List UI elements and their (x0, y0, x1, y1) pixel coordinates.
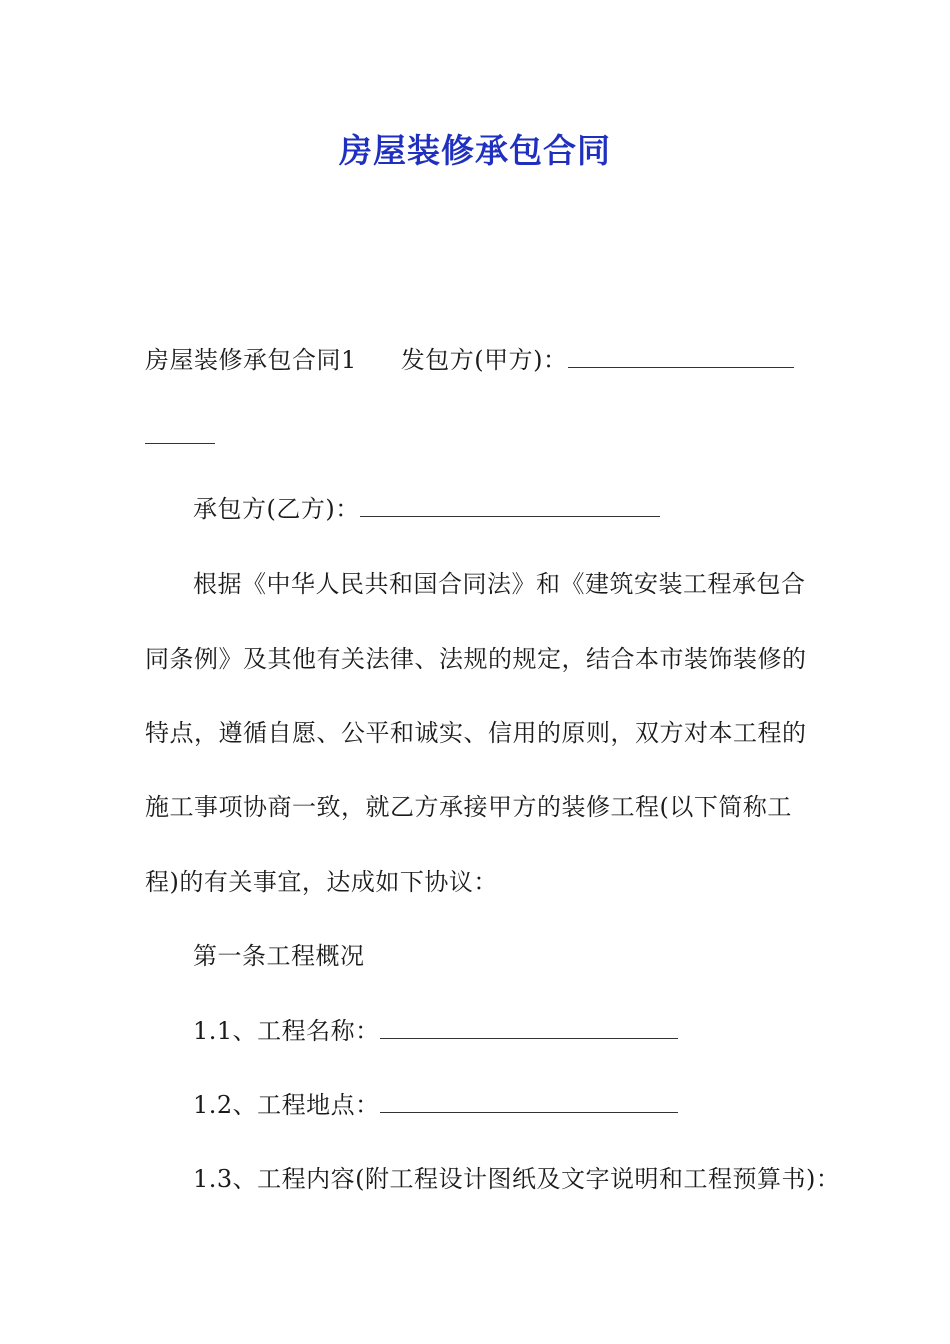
party-b-label: 承包方(乙方)： (193, 495, 360, 523)
project-name-blank[interactable] (380, 1014, 678, 1039)
party-b-blank[interactable] (360, 492, 660, 517)
project-location-label: 1.2、工程地点： (193, 1091, 380, 1119)
section-heading: 第一条工程概况 (193, 942, 365, 970)
party-b-line (193, 491, 660, 527)
party-a-label: 发包方(甲方)： (400, 346, 568, 374)
paragraph-line: 同条例》及其他有关法律、法规的规定，结合本市装饰装修的 (145, 645, 807, 673)
preamble-line-party-a (145, 342, 794, 378)
project-name-label: 1.1、工程名称： (193, 1017, 380, 1045)
party-a-blank-continuation (145, 418, 215, 454)
contract-heading-text: 房屋装修承包合同1 (145, 346, 357, 374)
paragraph-line: 施工事项协商一致，就乙方承接甲方的装修工程(以下简称工 (145, 793, 792, 821)
project-content-line: 1.3、工程内容(附工程设计图纸及文字说明和工程预算书)： (193, 1165, 841, 1193)
project-name-line (193, 1013, 678, 1049)
party-a-blank-2[interactable] (145, 419, 215, 444)
paragraph-line: 根据《中华人民共和国合同法》和《建筑安装工程承包合 (193, 570, 806, 598)
project-location-blank[interactable] (380, 1088, 678, 1113)
project-location-line (193, 1087, 678, 1123)
paragraph-line: 特点，遵循自愿、公平和诚实、信用的原则，双方对本工程的 (145, 719, 807, 747)
paragraph-line: 程)的有关事宜，达成如下协议： (145, 868, 498, 896)
party-a-blank[interactable] (568, 343, 794, 368)
document-title: 房屋装修承包合同 (339, 131, 611, 170)
